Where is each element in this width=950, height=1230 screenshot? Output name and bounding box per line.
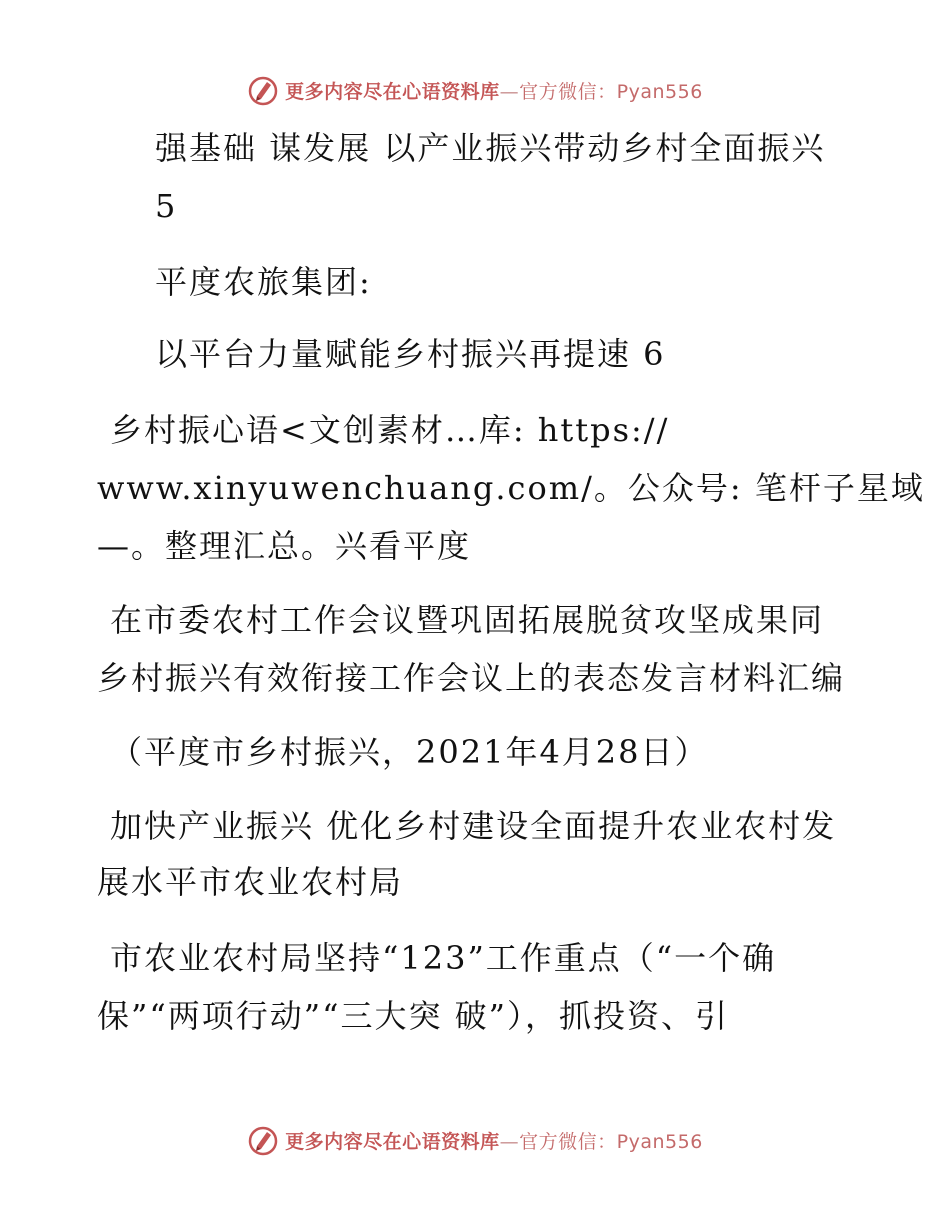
watermark-main: 更多内容尽在心语资料库 xyxy=(285,80,500,103)
doc-line-2: 5 xyxy=(155,187,178,225)
doc-line-12: 展水平市农业农村局 xyxy=(97,863,404,901)
doc-line-7: —。整理汇总。兴看平度 xyxy=(97,527,472,565)
pen-logo-icon xyxy=(247,1124,279,1156)
watermark-suffix: 官方微信：Pyan556 xyxy=(519,1130,703,1153)
watermark-separator: — xyxy=(499,1130,520,1153)
doc-line-9: 乡村振兴有效衔接工作会议上的表态发言材料汇编 xyxy=(97,659,846,697)
doc-line-14: 保”“两项行动”“三大突 破”），抓投资、引 xyxy=(97,997,729,1035)
doc-line-11: 加快产业振兴 优化乡村建设全面提升农业农村发 xyxy=(110,807,837,845)
watermark-suffix: 官方微信：Pyan556 xyxy=(519,80,703,103)
watermark-text xyxy=(285,77,703,104)
doc-line-13: 市农业农村局坚持“123”工作重点（“一个确 xyxy=(110,939,777,977)
doc-line-3: 平度农旅集团: xyxy=(155,263,372,301)
header-watermark xyxy=(0,70,950,110)
pen-logo-icon xyxy=(247,74,279,106)
watermark-text xyxy=(285,1127,703,1154)
doc-line-1: 强基础 谋发展 以产业振兴带动乡村全面振兴 xyxy=(155,129,826,167)
doc-line-6: www.xinyuwenchuang.com/。公众号: 笔杆子星域 xyxy=(97,469,925,507)
watermark-separator: — xyxy=(499,80,520,103)
watermark-main: 更多内容尽在心语资料库 xyxy=(285,1130,500,1153)
doc-line-4: 以平台力量赋能乡村振兴再提速 6 xyxy=(155,335,666,373)
footer-watermark xyxy=(0,1120,950,1160)
doc-line-10: （平度市乡村振兴，2021年4月28日） xyxy=(110,733,709,771)
doc-line-8: 在市委农村工作会议暨巩固拓展脱贫攻坚成果同 xyxy=(110,601,825,639)
doc-line-5: 乡村振心语<文创素材…库: https:// xyxy=(110,411,670,449)
